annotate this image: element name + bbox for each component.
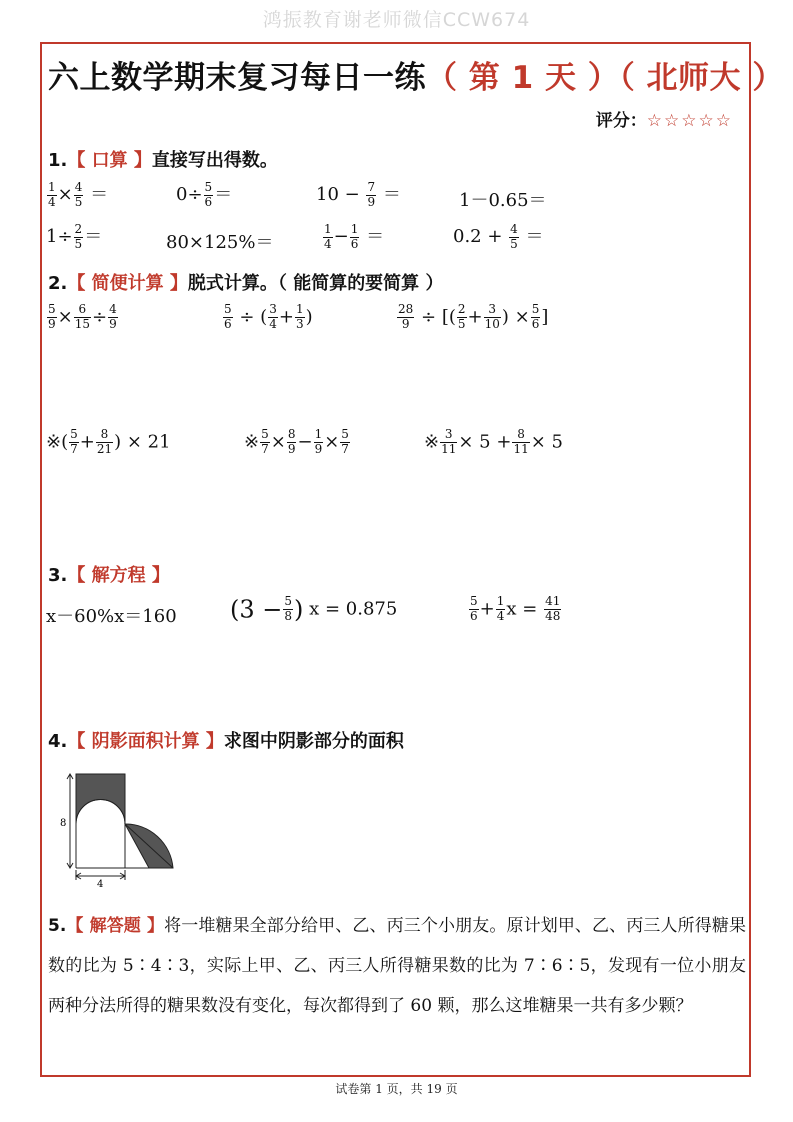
fraction: $\frac{5}{7}$ (261, 427, 269, 456)
oral-item-2: 0÷ $\frac{5}{6}$ ＝ (176, 179, 233, 209)
fraction: $\frac{2}{5}$ (74, 221, 83, 251)
section-tag: 【 阴影面积计算 】 (67, 731, 224, 752)
section-tag: 【 简便计算 】 (67, 273, 188, 294)
fraction: $\frac{3}{11}$ (441, 427, 457, 456)
oral-item-6: 80×125%＝ (166, 232, 274, 253)
fraction: $\frac{1}{4}$ (324, 221, 332, 251)
equation-2: (3 − $\frac{5}{8}$ ) x = 0.875 (230, 594, 398, 624)
fraction: $\frac{5}{6}$ (224, 302, 232, 331)
section-3-heading (48, 561, 170, 587)
fraction: $\frac{1}{9}$ (314, 427, 323, 456)
section-1-heading (48, 146, 278, 172)
equation-3: $\frac{5}{6}$ + $\frac{1}{4}$ x = $\frac{41}{48}$ (470, 594, 561, 623)
score-label: 评分： (595, 111, 647, 131)
section-instruction: 直接写出得数。 (151, 150, 278, 171)
title-day: （ 第 1 天 ） (426, 60, 620, 96)
problem-text: 将一堆糖果全部分给甲、乙、丙三个小朋友。原计划甲、乙、丙三人所得糖果数的比为 5∶4∶3，实际上甲、乙、丙三人所得糖果数的比为 7∶6∶5，发现有一位小朋友两种分法所得的糖果数没有变化，每次都得到了 60 颗，那么这堆糖果一共有多少颗？ (48, 916, 747, 1016)
width-label: 4 (97, 879, 104, 888)
calc-item-1: $\frac{5}{9}$ × $\frac{6}{15}$ ÷ $\frac{4}{9}$ (48, 302, 117, 331)
section-number: 1. (48, 150, 68, 171)
section-tag: 【 解答题 】 (66, 916, 165, 936)
fraction: $\frac{6}{15}$ (74, 302, 91, 331)
section-instruction: 脱式计算。（ 能简算的要简算 ） (187, 273, 444, 294)
fraction: $\frac{4}{5}$ (74, 179, 83, 209)
calc-item-3: $\frac{28}{9}$ ÷ [( $\frac{2}{5}$ + $\frac{3}{10}$ ) × $\frac{5}{6}$ ] (398, 302, 549, 331)
section-number: 2. (48, 273, 68, 294)
section-tag: 【 解方程 】 (67, 565, 170, 586)
oral-item-3: 10 − $\frac{7}{9}$ ＝ (316, 179, 401, 209)
score-stars: ☆☆☆☆☆ (646, 111, 733, 131)
score-box (596, 106, 733, 131)
fraction: $\frac{5}{7}$ (70, 427, 78, 456)
equation-1: x－60%x＝160 (46, 606, 177, 627)
semicircle (76, 800, 125, 868)
fraction: $\frac{1}{4}$ (496, 594, 505, 623)
fraction: $\frac{1}{6}$ (350, 221, 359, 251)
fraction: $\frac{4}{5}$ (510, 221, 518, 251)
fraction: $\frac{8}{21}$ (96, 427, 113, 456)
fraction: $\frac{8}{11}$ (513, 427, 529, 456)
section-instruction: 求图中阴影部分的面积 (223, 731, 404, 752)
fraction: $\frac{2}{5}$ (457, 302, 466, 331)
oral-item-4: 1－0.65＝ (459, 190, 547, 211)
section-tag: 【 口算 】 (67, 150, 152, 171)
fraction: $\frac{5}{6}$ (204, 179, 213, 209)
shaded-rectangle-region (76, 774, 125, 824)
fraction: $\frac{5}{6}$ (531, 302, 540, 331)
fraction: $\frac{4}{9}$ (109, 302, 117, 331)
calc-item-4: ※( $\frac{5}{7}$ + $\frac{8}{21}$ ) × 21 (46, 427, 171, 456)
oral-item-8: 0.2 + $\frac{4}{5}$ ＝ (453, 221, 544, 251)
height-label: 8 (60, 818, 67, 829)
section-2-heading (48, 269, 443, 295)
page-footer: 试卷第 1 页，共 19 页 (335, 1082, 458, 1096)
title-edition: （ 北师大 ） (619, 60, 784, 96)
watermark: 鸿振教育谢老师微信CCW674 (262, 9, 531, 31)
fraction: $\frac{3}{10}$ (484, 302, 500, 331)
fraction: $\frac{5}{8}$ (284, 594, 293, 623)
page-title (48, 52, 784, 97)
fraction: $\frac{5}{6}$ (470, 594, 478, 623)
shaded-area-figure (56, 768, 186, 888)
fraction: $\frac{1}{4}$ (48, 179, 56, 209)
title-main: 六上数学期末复习每日一练 (48, 60, 426, 96)
calc-item-2: $\frac{5}{6}$ ÷ ( $\frac{3}{4}$ + $\frac{1}{3}$ ) (224, 302, 313, 331)
section-number: 3. (48, 565, 68, 586)
oral-item-5: 1÷ $\frac{2}{5}$ ＝ (46, 221, 103, 251)
section-number: 5. (48, 916, 67, 936)
oral-item-1: $\frac{1}{4}$ × $\frac{4}{5}$ ＝ (48, 179, 109, 209)
section-number: 4. (48, 731, 68, 752)
fraction: $\frac{3}{4}$ (269, 302, 277, 331)
fraction: $\frac{5}{7}$ (341, 427, 349, 456)
fraction: $\frac{8}{9}$ (287, 427, 296, 456)
section-4-heading (48, 727, 404, 753)
word-problem (48, 906, 746, 1026)
calc-item-5: ※ $\frac{5}{7}$ × $\frac{8}{9}$ − $\frac{1}{9}$ × $\frac{5}{7}$ (244, 427, 349, 456)
fraction: $\frac{28}{9}$ (398, 302, 414, 331)
fraction: $\frac{41}{48}$ (545, 594, 561, 623)
fraction: $\frac{5}{9}$ (48, 302, 56, 331)
oral-item-7: $\frac{1}{4}$ − $\frac{1}{6}$ ＝ (324, 221, 385, 251)
calc-item-6: ※ $\frac{3}{11}$ × 5 + $\frac{8}{11}$ × 5 (424, 427, 563, 456)
fraction: $\frac{7}{9}$ (367, 179, 376, 209)
fraction: $\frac{1}{3}$ (295, 302, 304, 331)
